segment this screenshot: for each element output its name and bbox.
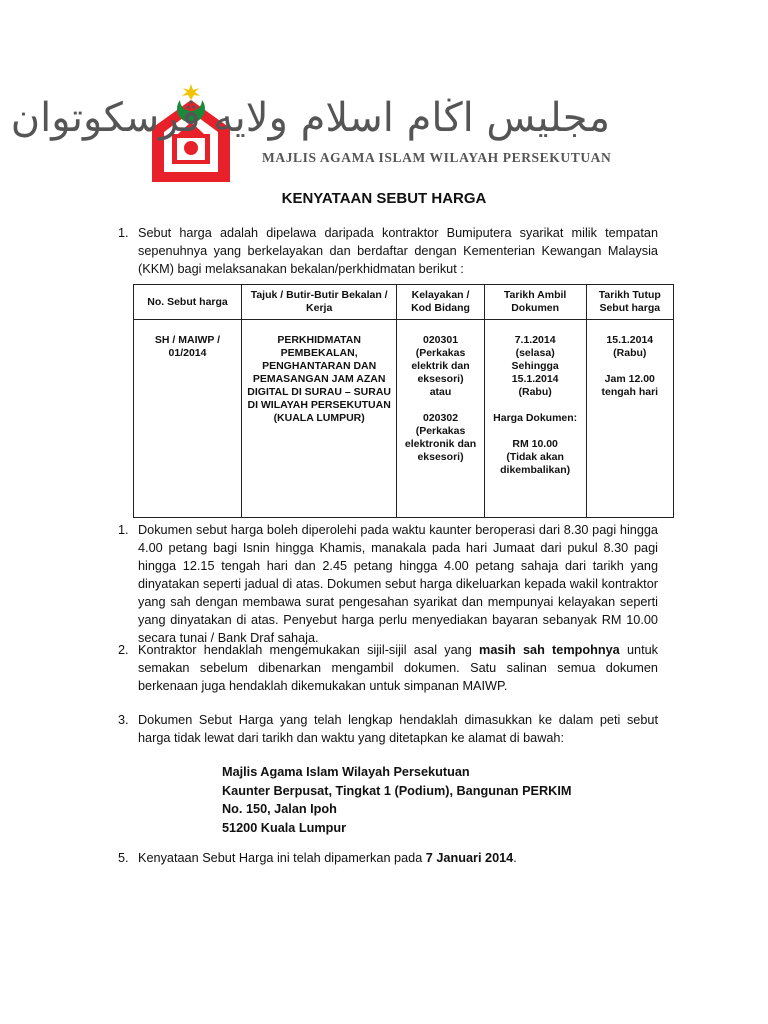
address-line: Majlis Agama Islam Wilayah Persekutuan: [222, 765, 470, 779]
document-price-note: (Tidak akan dikembalikan): [500, 451, 571, 476]
field-code-1-desc: (Perkakas elektrik dan eksesori): [411, 347, 470, 385]
table-row: [134, 320, 674, 518]
item-number: 1.: [118, 523, 129, 537]
document-price: RM 10.00: [512, 438, 558, 450]
header-tajuk: Tajuk / Butir-Butir Bekalan / Kerja: [242, 285, 397, 320]
collect-date: 7.1.2014: [514, 334, 556, 346]
collect-end-date: 15.1.2014: [511, 373, 559, 385]
quotation-table: [133, 284, 674, 518]
quotation-title: PERKHIDMATAN PEMBEKALAN, PENGHANTARAN DAN PEMASANGAN JAM AZAN DIGITAL DI SURAU – SURAU DI WILAYAH PERSEKUTUAN (KUALA LUMPUR): [247, 334, 392, 424]
closing-day: (Rabu): [613, 347, 647, 359]
cell-kelayakan: [397, 320, 484, 518]
table-header-row: [134, 285, 674, 320]
header-no: No. Sebut harga: [134, 285, 242, 320]
item-text-part: untuk semakan sebelum dibenarkan mengambil dokumen. Satu salinan semua dokumen berkenaan juga hendaklah dikemukakan untuk simpanan MAIWP.: [138, 643, 659, 693]
item-number: 2.: [118, 643, 129, 657]
list-item: [118, 521, 658, 647]
item-text-part: Kenyataan Sebut Harga ini telah dipamerkan pada: [138, 851, 426, 865]
address-line: Kaunter Berpusat, Tingkat 1 (Podium), Bangunan PERKIM: [222, 783, 572, 798]
org-name: MAJLIS AGAMA ISLAM WILAYAH PERSEKUTUAN: [262, 150, 612, 165]
collect-end-day: (Rabu): [518, 386, 552, 398]
intro-number: 1.: [118, 226, 129, 240]
item-number: 5.: [118, 851, 129, 865]
document-price-label: Harga Dokumen:: [493, 412, 578, 424]
item-text-part: .: [513, 851, 517, 865]
arabic-org-title: مجليس اڬام اسلام ولايه ڤرسكوتوان: [10, 95, 610, 141]
document-title: KENYATAAN SEBUT HARGA: [281, 190, 487, 207]
item-text: [138, 641, 658, 695]
list-item: [118, 711, 658, 747]
list-item: [118, 849, 658, 867]
address-block: [222, 763, 571, 837]
closing-date: 15.1.2014: [606, 334, 654, 346]
address-line: 51200 Kuala Lumpur: [222, 820, 347, 835]
item-text: Dokumen sebut harga boleh diperolehi pada waktu kaunter beroperasi dari 8.30 pagi hingga 4.00 petang bagi Isnin hingga Khamis, manakala pada hari Jumaat dari pukul 8.30 pagi hingga 12.15 tengah hari dan 2.45 petang hingga 4.00 petang sahaja dari tarikh yang dinyatakan seperti jadual di atas. Dokumen sebut harga dikeluarkan kepada wakil kontraktor yang sah dengan membawa surat pengesahan syarikat dan mempunyai kelayakan seperti yang dinyatakan di atas. Penyebut harga perlu menyediakan bayaran sebanyak RM 10.00 secara tunai / Bank Draf sahaja.: [138, 523, 658, 645]
cell-no: [134, 320, 242, 518]
collect-day: (selasa): [515, 347, 555, 359]
item-text: [138, 849, 658, 867]
field-code-2: 020302: [423, 412, 459, 424]
header-tarikh-tutup: Tarikh Tutup Sebut harga: [586, 285, 673, 320]
item-number: 3.: [118, 713, 129, 727]
field-code-1: 020301: [423, 334, 459, 346]
field-code-2-desc: (Perkakas elektronik dan eksesori): [404, 425, 477, 463]
cell-tajuk: [242, 320, 397, 518]
intro-text: Sebut harga adalah dipelawa daripada kontraktor Bumiputera syarikat milik tempatan sepenuhnya yang berkelayakan dan berdaftar dengan Kementerian Kewangan Malaysia (KKM) bagi melaksanakan bekalan/perkhidmatan berikut :: [138, 226, 658, 276]
item-text: Dokumen Sebut Harga yang telah lengkap hendaklah dimasukkan ke dalam peti sebut harga tidak lewat dari tarikh dan waktu yang ditetapkan ke alamat di bawah:: [138, 713, 658, 745]
cell-tarikh-ambil: [484, 320, 586, 518]
field-code-or: atau: [429, 386, 452, 398]
item-text-bold: masih sah tempohnya: [479, 643, 620, 657]
header-kelayakan: Kelayakan / Kod Bidang: [397, 285, 484, 320]
item-text-part: Kontraktor hendaklah mengemukakan sijil-sijil asal yang: [138, 643, 480, 657]
address-line: No. 150, Jalan Ipoh: [222, 802, 337, 816]
closing-time: Jam 12.00 tengah hari: [601, 373, 659, 398]
cell-tarikh-tutup: [586, 320, 673, 518]
quotation-number: SH / MAIWP / 01/2014: [154, 334, 221, 359]
intro-paragraph: [118, 224, 658, 278]
header-tarikh-ambil: Tarikh Ambil Dokumen: [484, 285, 586, 320]
collect-until: Sehingga: [511, 360, 559, 372]
list-item: [118, 641, 658, 695]
display-date: 7 Januari 2014: [425, 851, 514, 865]
